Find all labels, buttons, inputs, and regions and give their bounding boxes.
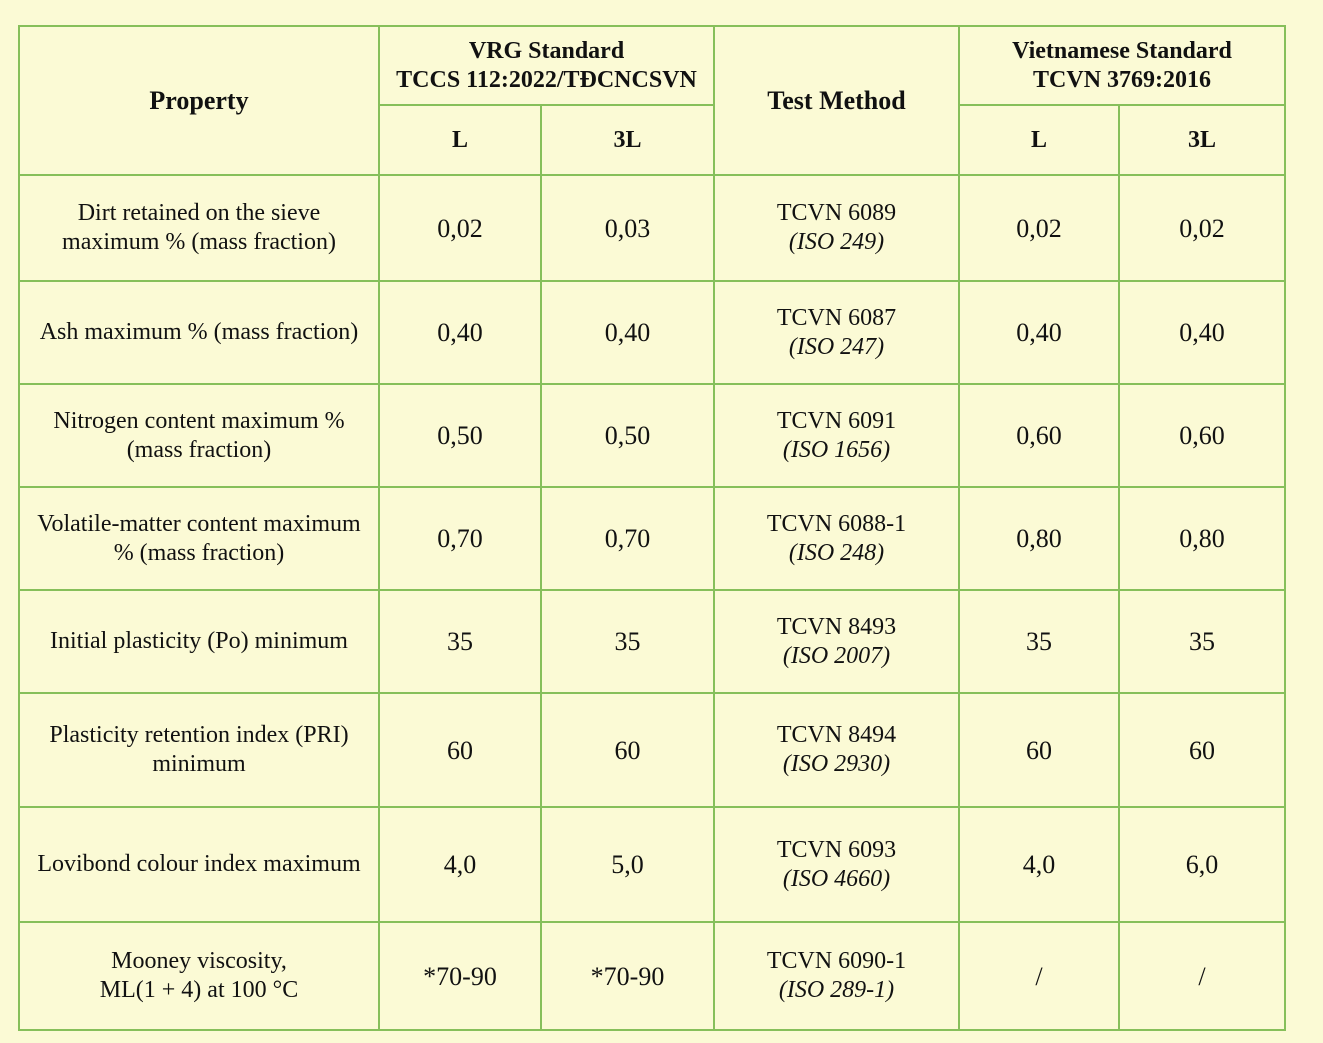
table-row [19, 384, 1285, 487]
vn-l-value: 0,02 [959, 175, 1119, 281]
test-method-cell [714, 807, 959, 922]
property-text: Lovibond colour index maximum [37, 851, 361, 877]
test-method-standard: TCVN 6090-1 [766, 948, 907, 974]
vn-l-value: 35 [959, 590, 1119, 693]
vn-l-value: / [959, 922, 1119, 1030]
specification-table [18, 25, 1286, 1031]
test-method-standard: TCVN 6091 [776, 407, 897, 434]
table-row [19, 807, 1285, 922]
header-test-method: Test Method [714, 26, 959, 175]
test-method-cell [714, 922, 959, 1030]
test-method-standard: TCVN 6093 [776, 836, 897, 863]
property-text: Dirt retained on the sieve [77, 200, 321, 226]
vrg-l-value: 0,70 [379, 487, 541, 590]
property-cell [19, 384, 379, 487]
vrg-l-value: 35 [379, 590, 541, 693]
property-text: Mooney viscosity, [111, 948, 287, 974]
header-vrg-l: L [379, 105, 541, 175]
vn-3l-value: 60 [1119, 693, 1285, 807]
header-vietnamese-standard [959, 26, 1285, 105]
test-method-iso: (ISO 248) [788, 539, 885, 566]
header-vn-3l: 3L [1119, 105, 1285, 175]
test-method-iso: (ISO 2930) [782, 751, 891, 777]
property-text: Nitrogen content maximum % [53, 407, 345, 434]
vn-l-value: 0,40 [959, 281, 1119, 384]
table-row [19, 693, 1285, 807]
header-vrg-3l: 3L [541, 105, 714, 175]
test-method-cell [714, 175, 959, 281]
property-cell [19, 175, 379, 281]
vrg-3l-value: 0,03 [541, 175, 714, 281]
property-cell [19, 487, 379, 590]
vn-3l-value: / [1119, 922, 1285, 1030]
property-text: maximum % (mass fraction) [62, 229, 336, 255]
test-method-iso: (ISO 249) [788, 229, 885, 255]
test-method-iso: (ISO 4660) [782, 865, 891, 892]
vrg-l-value: 0,40 [379, 281, 541, 384]
property-cell [19, 281, 379, 384]
test-method-standard: TCVN 6089 [776, 200, 897, 226]
table-row [19, 922, 1285, 1030]
vn-l-value: 60 [959, 693, 1119, 807]
header-property: Property [19, 26, 379, 175]
test-method-iso: (ISO 1656) [782, 436, 891, 463]
vn-3l-value: 0,40 [1119, 281, 1285, 384]
vrg-3l-value: 5,0 [541, 807, 714, 922]
table-row [19, 590, 1285, 693]
property-cell [19, 693, 379, 807]
test-method-iso: (ISO 289-1) [778, 977, 895, 1003]
header-row-top [19, 26, 1285, 105]
vn-l-value: 0,60 [959, 384, 1119, 487]
header-vrg-standard [379, 26, 714, 105]
vn-3l-value: 6,0 [1119, 807, 1285, 922]
property-text: Ash maximum % (mass fraction) [39, 319, 359, 345]
test-method-standard: TCVN 6088-1 [766, 510, 907, 537]
header-vn-line2: TCVN 3769:2016 [1033, 66, 1212, 93]
vrg-3l-value: *70-90 [541, 922, 714, 1030]
vrg-l-value: 60 [379, 693, 541, 807]
property-text: Volatile-matter content maximum [37, 510, 361, 537]
table-row [19, 281, 1285, 384]
test-method-cell [714, 590, 959, 693]
vrg-3l-value: 0,50 [541, 384, 714, 487]
vn-l-value: 0,80 [959, 487, 1119, 590]
test-method-standard: TCVN 6087 [776, 304, 897, 331]
header-vn-l: L [959, 105, 1119, 175]
test-method-cell [714, 487, 959, 590]
test-method-standard: TCVN 8493 [776, 613, 897, 640]
vrg-3l-value: 35 [541, 590, 714, 693]
test-method-cell [714, 384, 959, 487]
property-cell [19, 590, 379, 693]
vn-3l-value: 0,60 [1119, 384, 1285, 487]
property-cell [19, 922, 379, 1030]
test-method-cell [714, 693, 959, 807]
test-method-cell [714, 281, 959, 384]
vrg-3l-value: 0,70 [541, 487, 714, 590]
property-text: (mass fraction) [126, 436, 272, 463]
header-vn-line1: Vietnamese Standard [1012, 37, 1232, 64]
property-text: % (mass fraction) [113, 539, 285, 566]
property-text: Plasticity retention index (PRI) [49, 722, 349, 748]
property-text: Initial plasticity (Po) minimum [50, 628, 348, 654]
table-row [19, 175, 1285, 281]
header-vrg-line1: VRG Standard [468, 37, 625, 64]
vn-3l-value: 35 [1119, 590, 1285, 693]
vn-l-value: 4,0 [959, 807, 1119, 922]
property-text: minimum [152, 751, 246, 777]
property-cell [19, 807, 379, 922]
vrg-l-value: 0,02 [379, 175, 541, 281]
table-row [19, 487, 1285, 590]
vrg-l-value: *70-90 [379, 922, 541, 1030]
test-method-iso: (ISO 2007) [782, 642, 891, 669]
vrg-3l-value: 0,40 [541, 281, 714, 384]
vn-3l-value: 0,02 [1119, 175, 1285, 281]
vrg-l-value: 4,0 [379, 807, 541, 922]
test-method-iso: (ISO 247) [788, 333, 885, 360]
table-body [19, 175, 1285, 1030]
vrg-3l-value: 60 [541, 693, 714, 807]
property-text: ML(1 + 4) at 100 °C [99, 977, 299, 1003]
vrg-l-value: 0,50 [379, 384, 541, 487]
vn-3l-value: 0,80 [1119, 487, 1285, 590]
test-method-standard: TCVN 8494 [776, 722, 897, 748]
header-vrg-line2: TCCS 112:2022/TĐCNCSVN [396, 66, 697, 93]
